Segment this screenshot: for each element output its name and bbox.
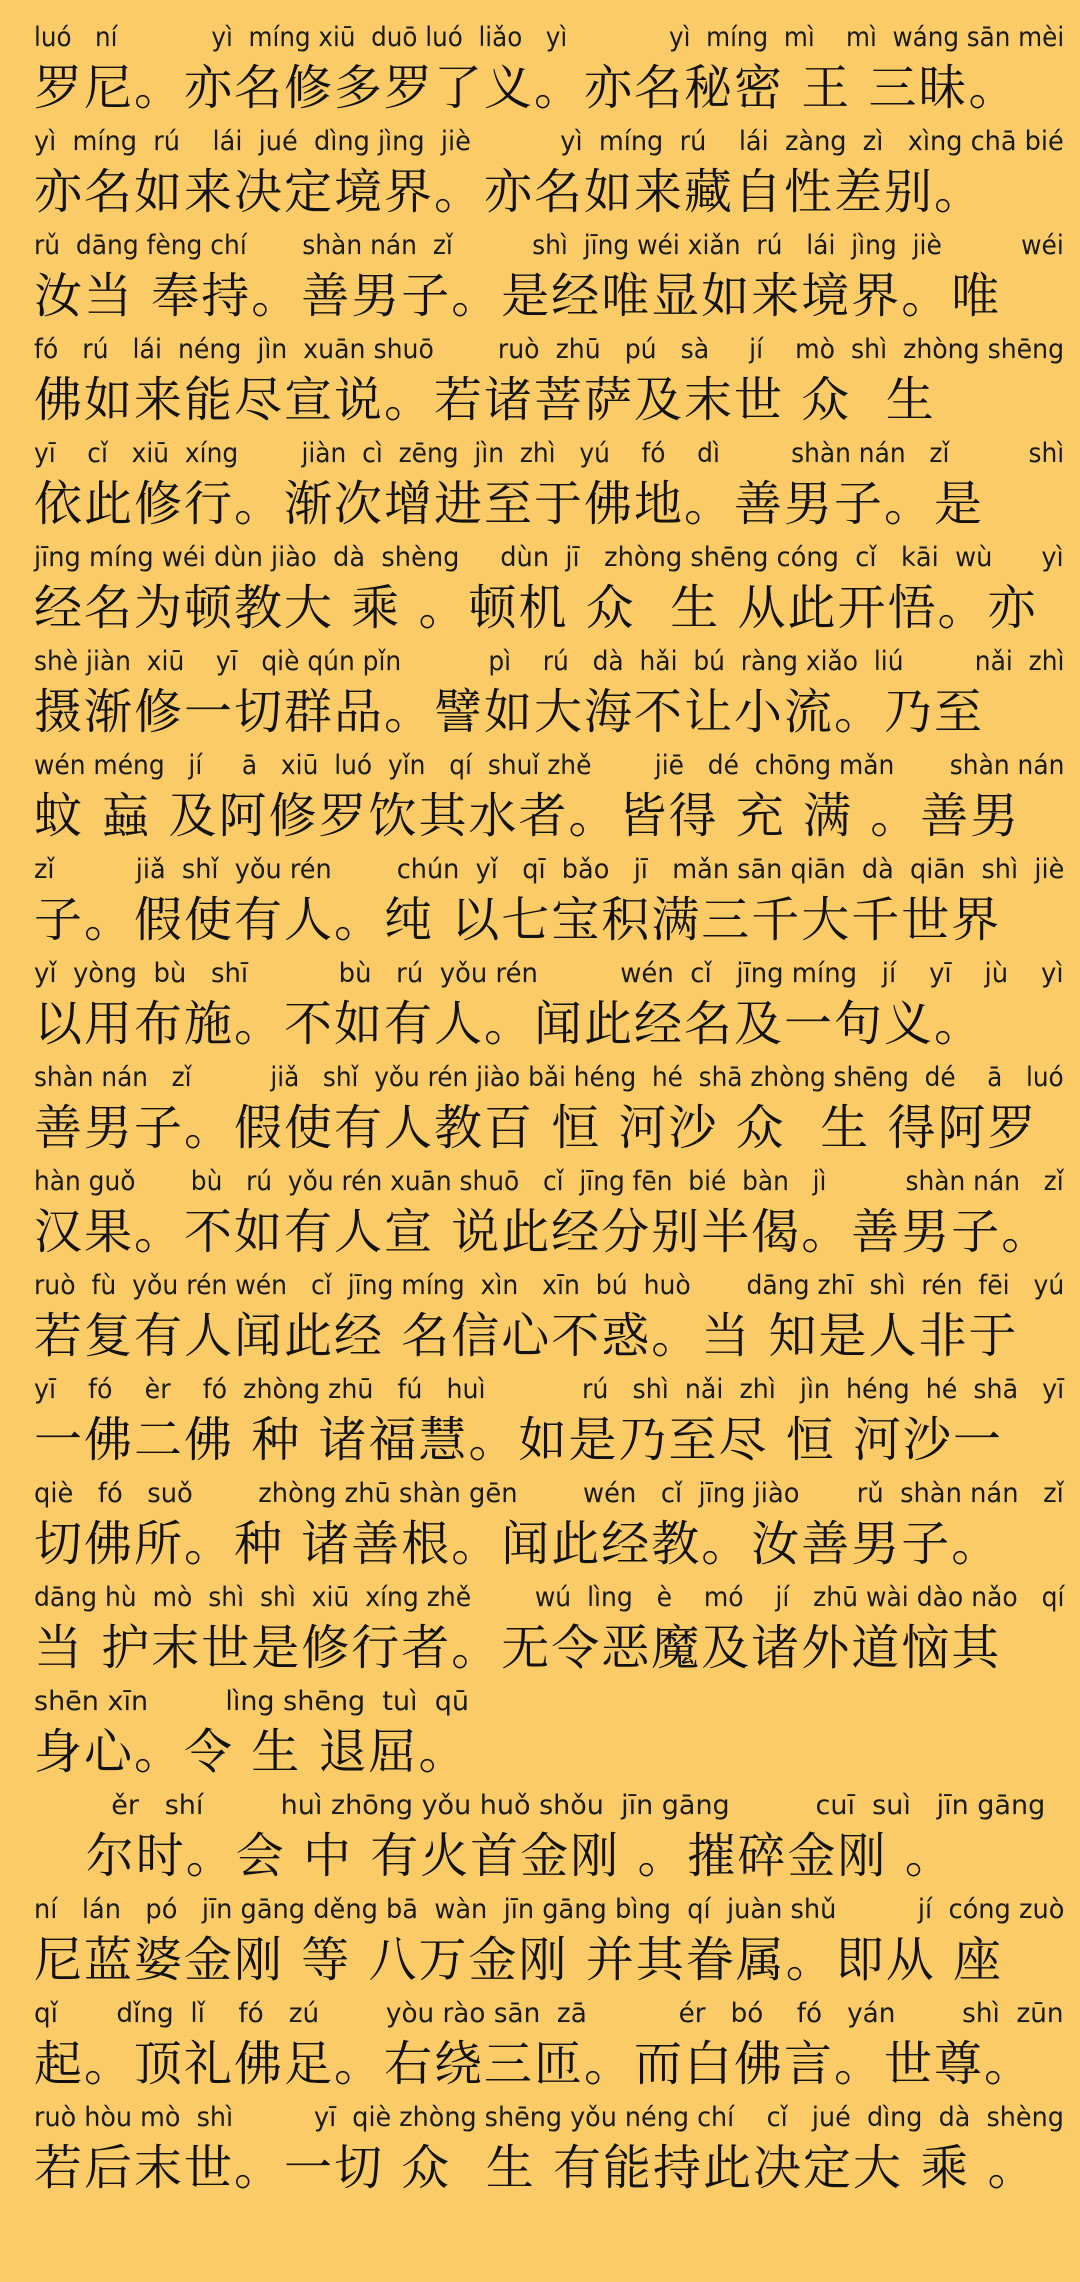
pinyin-line: yī cǐ xiū xíng jiàn cì zēng jìn zhì yú fó dì shàn nán zǐ shì: [34, 438, 1065, 469]
pinyin-line: qiè fó suǒ zhòng zhū shàn gēn wén cǐ jīng jiào rǔ shàn nán zǐ: [34, 1478, 1064, 1509]
pinyin-line: qǐ dǐng lǐ fó zú yòu rào sān zā ér bó fó yán shì zūn: [34, 1998, 1064, 2029]
pinyin-line: wén méng jí ā xiū luó yǐn qí shuǐ zhě jiē dé chōng mǎn shàn nán: [34, 750, 1065, 781]
pinyin-line: ní lán pó jīn gāng děng bā wàn jīn gāng bìng qí juàn shǔ jí cóng zuò: [34, 1894, 1065, 1925]
text-line-13: [34, 1270, 1064, 1374]
hanzi-line: 以用布施。不如有人。闻此经名及一句义。: [34, 996, 985, 1052]
pinyin-line: dāng hù mò shì shì xiū xíng zhě wú lìng è mó jí zhū wài dào nǎo qí: [34, 1582, 1065, 1613]
pinyin-line: shēn xīn lìng shēng tuì qū: [34, 1686, 469, 1717]
hanzi-line: 起。顶礼佛足。右绕三匝。而白佛言。世尊。: [34, 2036, 1035, 2092]
hanzi-line: 一佛二佛 种 诸福慧。如是乃至尽 恒 河沙一: [34, 1412, 1004, 1468]
pinyin-line: shè jiàn xiū yī qiè qún pǐn pì rú dà hǎi bú ràng xiǎo liú nǎi zhì: [34, 646, 1065, 677]
text-line-4: [34, 334, 1064, 438]
hanzi-line: 尔时。会 中 有火首金刚 。摧碎金刚 。: [34, 1828, 955, 1884]
text-line-6: [34, 542, 1064, 646]
hanzi-line: 依此修行。渐次增进至于佛地。善男子。是: [34, 476, 985, 532]
text-line-14: [34, 1374, 1064, 1478]
text-line-18: [34, 1790, 1064, 1894]
text-line-7: [34, 646, 1064, 750]
pinyin-line: jīng míng wéi dùn jiào dà shèng dùn jī zhòng shēng cóng cǐ kāi wù yì: [34, 542, 1064, 573]
hanzi-line: 罗尼。亦名修多罗了义。亦名秘密 王 三昧。: [34, 60, 1019, 116]
text-line-11: [34, 1062, 1064, 1166]
text-line-19: [34, 1894, 1064, 1998]
pinyin-line: shàn nán zǐ jiǎ shǐ yǒu rén jiào bǎi héng hé shā zhòng shēng dé ā luó: [34, 1062, 1064, 1093]
hanzi-line: 当 护末世是修行者。无令恶魔及诸外道恼其: [34, 1620, 1002, 1676]
hanzi-line: 若后末世。一切 众 生 有能持此决定大 乘 。: [34, 2140, 1038, 2196]
text-line-8: [34, 750, 1064, 854]
pinyin-line: yī fó èr fó zhòng zhū fú huì rú shì nǎi zhì jìn héng hé shā yī: [34, 1374, 1065, 1405]
pinyin-line: luó ní yì míng xiū duō luó liǎo yì yì míng mì mì wáng sān mèi: [34, 22, 1065, 53]
text-line-17: [34, 1686, 1064, 1790]
text-line-5: [34, 438, 1064, 542]
pinyin-line: zǐ jiǎ shǐ yǒu rén chún yǐ qī bǎo jī mǎn sān qiān dà qiān shì jiè: [34, 854, 1065, 885]
hanzi-line: 汉果。不如有人宣 说此经分别半偈。善男子。: [34, 1204, 1052, 1260]
pinyin-line: yì míng rú lái jué dìng jìng jiè yì míng rú lái zàng zì xìng chā bié: [34, 126, 1064, 157]
text-line-1: [34, 22, 1064, 126]
text-line-12: [34, 1166, 1064, 1270]
text-line-2: [34, 126, 1064, 230]
text-line-15: [34, 1478, 1064, 1582]
hanzi-line: 子。假使有人。纯 以七宝积满三千大千世界: [34, 892, 1002, 948]
text-line-10: [34, 958, 1064, 1062]
hanzi-line: 蚊 蝱 及阿修罗饮其水者。皆得 充 满 。善男: [34, 788, 1021, 844]
pinyin-line: yǐ yòng bù shī bù rú yǒu rén wén cǐ jīng míng jí yī jù yì: [34, 958, 1064, 989]
hanzi-line: 身心。令 生 退屈。: [34, 1724, 469, 1780]
pinyin-line: hàn guǒ bù rú yǒu rén xuān shuō cǐ jīng fēn bié bàn jì shàn nán zǐ: [34, 1166, 1064, 1197]
hanzi-line: 善男子。假使有人教百 恒 河沙 众 生 得阿罗: [34, 1100, 1038, 1156]
hanzi-line: 亦名如来决定境界。亦名如来藏自性差别。: [34, 164, 985, 220]
pinyin-line: fó rú lái néng jìn xuān shuō ruò zhū pú sà jí mò shì zhòng shēng: [34, 334, 1065, 365]
text-line-21: [34, 2102, 1064, 2206]
hanzi-line: 经名为顿教大 乘 。顿机 众 生 从此开悟。亦: [34, 580, 1038, 636]
pinyin-line: ruò fù yǒu rén wén cǐ jīng míng xìn xīn bú huò dāng zhī shì rén fēi yú: [34, 1270, 1065, 1301]
pinyin-line: ěr shí huì zhōng yǒu huǒ shǒu jīn gāng cuī suì jīn gāng: [34, 1790, 1046, 1821]
hanzi-line: 切佛所。种 诸善根。闻此经教。汝善男子。: [34, 1516, 1002, 1572]
pinyin-line: ruò hòu mò shì yī qiè zhòng shēng yǒu néng chí cǐ jué dìng dà shèng: [34, 2102, 1064, 2133]
hanzi-line: 佛如来能尽宣说。若诸菩萨及末世 众 生: [34, 372, 936, 428]
text-line-9: [34, 854, 1064, 958]
hanzi-line: 若复有人闻此经 名信心不惑。当 知是人非于: [34, 1308, 1019, 1364]
hanzi-line: 汝当 奉持。善男子。是经唯显如来境界。唯: [34, 268, 1002, 324]
pinyin-line: rǔ dāng fèng chí shàn nán zǐ shì jīng wéi xiǎn rú lái jìng jiè wéi: [34, 230, 1064, 261]
text-line-3: [34, 230, 1064, 334]
hanzi-line: 摄渐修一切群品。譬如大海不让小流。乃至: [34, 684, 985, 740]
text-line-16: [34, 1582, 1064, 1686]
hanzi-line: 尼蓝婆金刚 等 八万金刚 并其眷属。即从 座: [34, 1932, 1004, 1988]
text-line-20: [34, 1998, 1064, 2102]
